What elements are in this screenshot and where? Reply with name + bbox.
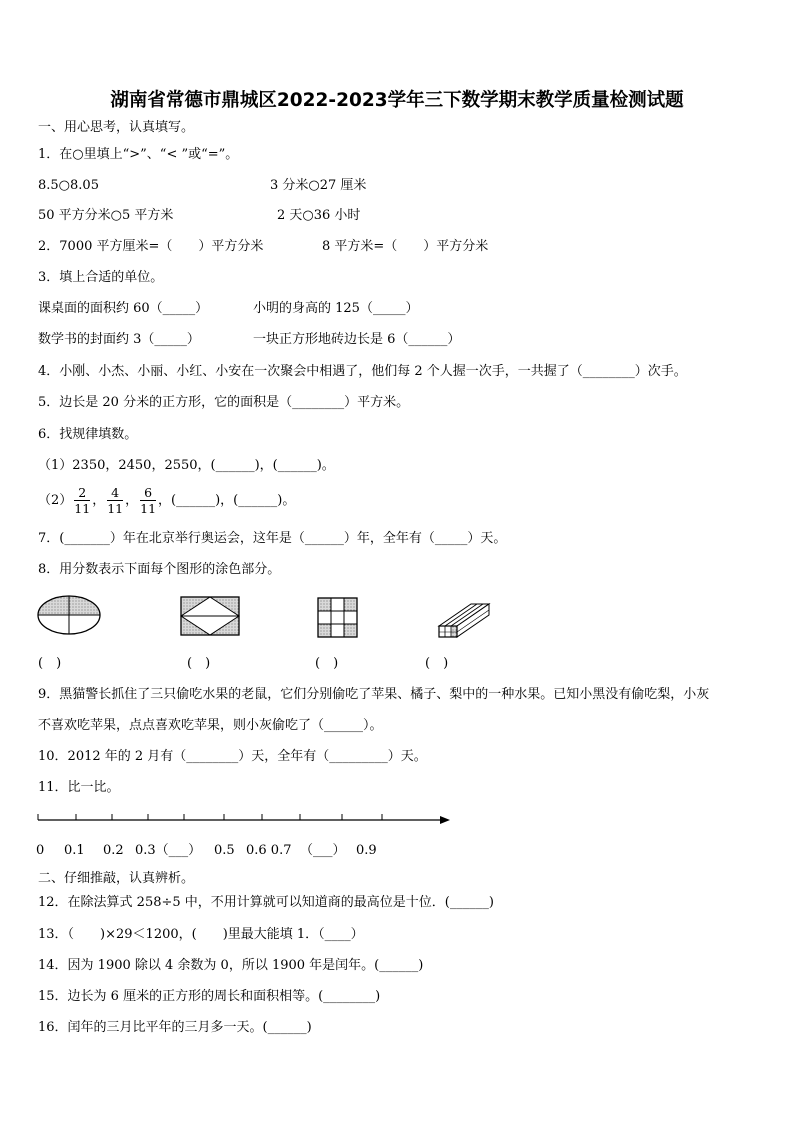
section-2-heading: 二、仔细推敲，认真辨析。 <box>38 871 195 886</box>
question-11-prompt: 11．比一比。 <box>38 780 120 795</box>
question-1-item-c: 50 平方分米○5 平方米 <box>38 208 174 223</box>
number-line-label-blank: （___） <box>300 843 346 858</box>
fraction-3-denominator: 11 <box>140 501 157 516</box>
fraction-1 <box>74 485 90 516</box>
question-9-line-1: 9．黑猫警长抓住了三只偷吃水果的老鼠，它们分别偷吃了苹果、橘子、梨中的一种水果。已知小黑没有偷吃梨，小灰 <box>38 687 710 702</box>
fraction-1-denominator: 11 <box>74 501 91 516</box>
question-6-line-2 <box>38 484 295 518</box>
section-1-heading: 一、用心思考，认真填写。 <box>38 120 195 135</box>
fraction-2-denominator: 11 <box>107 501 124 516</box>
question-6-line-2-suffix: ，(______)，(______)。 <box>158 493 296 508</box>
question-3-item-c: 数学书的封面约 3（_____） <box>38 332 200 347</box>
fraction-3-numerator: 6 <box>140 485 156 501</box>
question-6-line-2-prefix: （2） <box>38 493 73 508</box>
number-line-label-3: 0.3（___） <box>135 843 202 858</box>
question-10: 10．2012 年的 2 月有（________）天，全年有（_________）天。 <box>38 749 427 764</box>
question-3-item-b: 小明的身高的 125（_____） <box>253 301 419 316</box>
question-8-answer-2: ( ) <box>187 656 211 671</box>
figure-rectangle-diamond <box>180 596 240 638</box>
fraction-3 <box>140 485 156 516</box>
question-8-answer-4: ( ) <box>425 656 449 671</box>
number-line-label-9: 0.9 <box>356 843 377 858</box>
question-15: 15．边长为 6 厘米的正方形的周长和面积相等。(________) <box>38 989 381 1004</box>
question-3-item-a: 课桌面的面积约 60（_____） <box>38 301 209 316</box>
number-line-arrow-icon <box>440 816 450 824</box>
number-line-label-1: 0.1 <box>64 843 85 858</box>
fraction-separator: ， <box>92 493 106 508</box>
figure-grid <box>317 597 359 639</box>
figure-ellipse <box>36 594 102 638</box>
number-line-label-2: 0.2 <box>103 843 124 858</box>
question-14: 14．因为 1900 除以 4 余数为 0，所以 1900 年是闰年。(______) <box>38 958 424 973</box>
fraction-1-numerator: 2 <box>74 485 90 501</box>
question-1-item-d: 2 天○36 小时 <box>277 208 361 223</box>
number-line <box>36 810 452 824</box>
question-2-item-a: 2．7000 平方厘米=（ ）平方分米 <box>38 239 264 254</box>
question-9-line-2: 不喜欢吃苹果，点点喜欢吃苹果，则小灰偷吃了（______）。 <box>38 718 383 733</box>
question-6-prompt: 6．找规律填数。 <box>38 427 138 442</box>
number-line-label-0: 0 <box>36 843 45 858</box>
number-line-label-5: 0.5 <box>214 843 235 858</box>
question-6-line-1: （1）2350，2450，2550，(______)，(______)。 <box>38 458 335 473</box>
question-1-item-a: 8.5○8.05 <box>38 178 99 193</box>
question-7: 7．(_______）年在北京举行奥运会，这年是（______）年，全年有（_____）天。 <box>38 531 507 546</box>
fraction-2 <box>107 485 123 516</box>
question-1-prompt: 1．在○里填上“>”、“< ”或“=”。 <box>38 147 239 162</box>
question-4: 4．小刚、小杰、小丽、小红、小安在一次聚会中相遇了，他们每 2 个人握一次手，一共握了（________）次手。 <box>38 364 687 379</box>
question-3-item-d: 一块正方形地砖边长是 6（______） <box>253 332 461 347</box>
question-8-answer-1: ( ) <box>38 656 62 671</box>
figure-3d-bar <box>437 602 491 640</box>
number-line-label-6-7: 0.6 0.7 <box>246 843 292 858</box>
question-2-item-b: 8 平方米=（ ）平方分米 <box>322 239 489 254</box>
question-16: 16．闰年的三月比平年的三月多一天。(______) <box>38 1020 312 1035</box>
question-1-item-b: 3 分米○27 厘米 <box>270 178 367 193</box>
question-13: 13．（ )×29＜1200，( )里最大能填 1．（____） <box>38 927 364 942</box>
question-8-answer-3: ( ) <box>315 656 339 671</box>
page-title: 湖南省常德市鼎城区2022-2023学年三下数学期末教学质量检测试题 <box>110 90 684 111</box>
question-3-prompt: 3．填上合适的单位。 <box>38 270 164 285</box>
question-5: 5．边长是 20 分米的正方形，它的面积是（________）平方米。 <box>38 395 410 410</box>
fraction-2-numerator: 4 <box>107 485 123 501</box>
fraction-separator: ， <box>125 493 139 508</box>
question-12: 12．在除法算式 258÷5 中，不用计算就可以知道商的最高位是十位．(______) <box>38 895 494 910</box>
question-8-prompt: 8．用分数表示下面每个图形的涂色部分。 <box>38 562 281 577</box>
